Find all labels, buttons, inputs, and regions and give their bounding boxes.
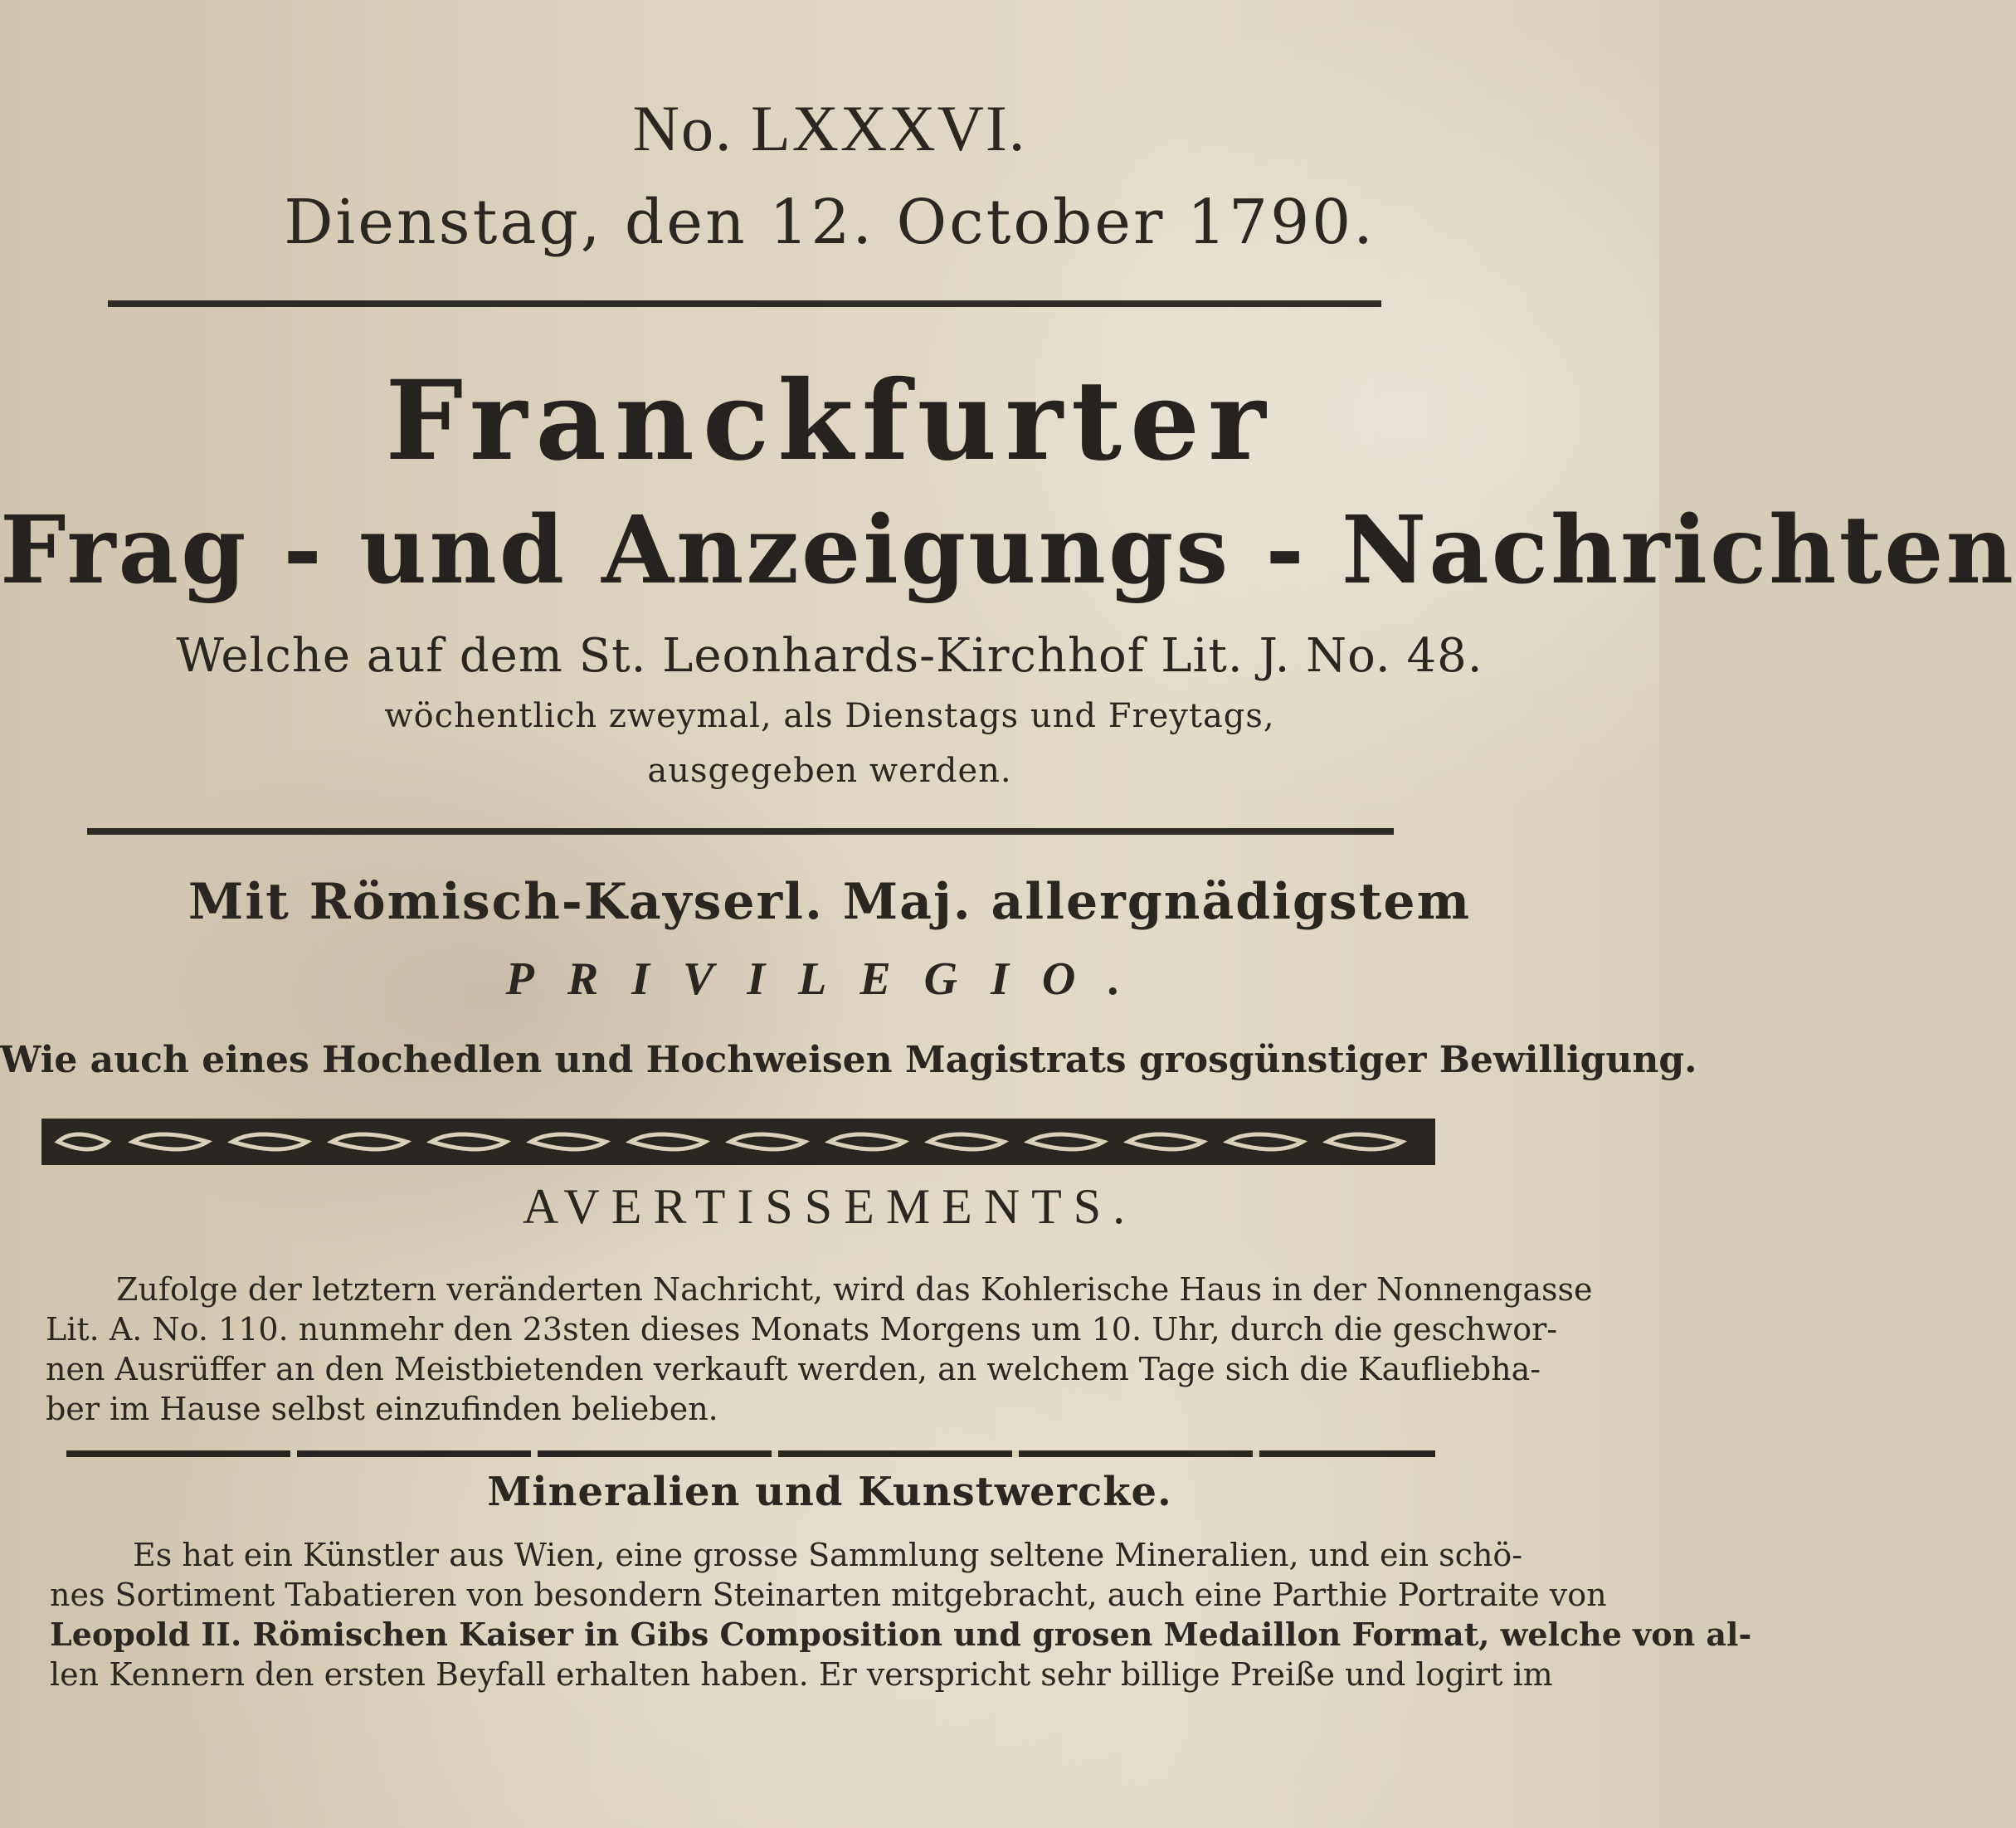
- avertissements-line: Lit. A. No. 110. nunmehr den 23sten dieses Monats Morgens um 10. Uhr, durch die geschwor-: [46, 1311, 1558, 1348]
- section-line: Leopold II. Römischen Kaiser in Gibs Composition und grosen Medaillon Format, welche von al-: [50, 1616, 1752, 1653]
- masthead-address: Welche auf dem St. Leonhards-Kirchhof Lit. J. No. 48.: [176, 629, 1483, 683]
- privilege-line2: PRIVILEGIO.: [505, 953, 1154, 1005]
- masthead-title-line2: Frag - und Anzeigungs - Nachrichten: [0, 496, 2016, 605]
- section-line: len Kennern den ersten Beyfall erhalten haben. Er verspricht sehr billige Preiße und logirt im: [50, 1656, 1553, 1693]
- privilege-line1: Mit Römisch-Kayserl. Maj. allergnädigstem: [187, 873, 1472, 931]
- section-divider-rule: [66, 1450, 1435, 1457]
- issue-date: Dienstag, den 12. October 1790.: [284, 187, 1376, 258]
- section-line: Es hat ein Künstler aus Wien, eine grosse Sammlung seltene Mineralien, und ein schö-: [133, 1537, 1523, 1573]
- section-line: nes Sortiment Tabatieren von besondern Steinarten mitgebracht, auch eine Parthie Portraite von: [50, 1577, 1607, 1613]
- avertissements-line: Zufolge der letztern veränderten Nachricht, wird das Kohlerische Haus in der Nonnengasse: [116, 1271, 1593, 1308]
- header-rule: [108, 300, 1381, 307]
- avertissements-line: nen Ausrüffer an den Meistbietenden verkauft werden, an welchem Tage sich die Kaufliebha-: [46, 1351, 1541, 1387]
- masthead-title-line1: Franckfurter: [385, 357, 1274, 485]
- masthead-issued: ausgegeben werden.: [647, 752, 1012, 790]
- avertissements-heading: AVERTISSEMENTS.: [522, 1179, 1137, 1234]
- masthead-frequency: wöchentlich zweymal, als Dienstags und Freytags,: [384, 697, 1275, 735]
- masthead-rule: [87, 828, 1394, 835]
- privilege-line3: Wie auch eines Hochedlen und Hochweisen Magistrats grosgünstiger Bewilligung.: [0, 1039, 1697, 1081]
- ornamental-chain-border: [41, 1119, 1435, 1165]
- avertissements-line: ber im Hause selbst einzufinden belieben.: [46, 1391, 718, 1427]
- issue-number: No. LXXXVI.: [632, 92, 1027, 164]
- section-heading: Mineralien und Kunstwercke.: [487, 1469, 1172, 1515]
